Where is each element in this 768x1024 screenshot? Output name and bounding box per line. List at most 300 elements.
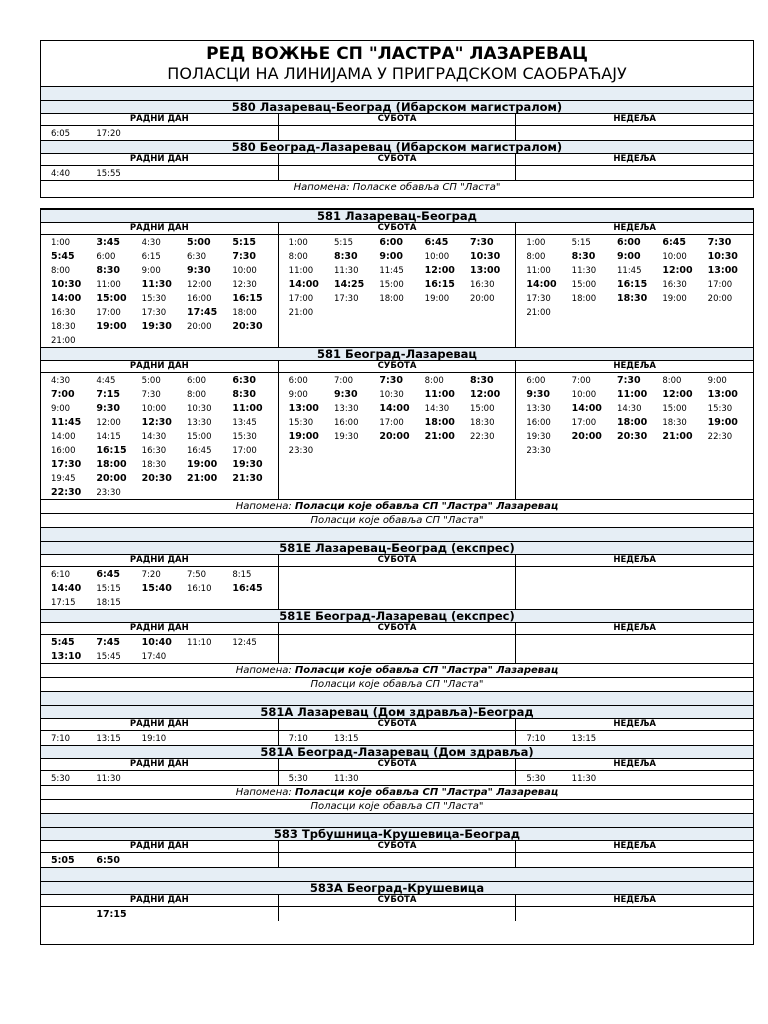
- departure-time: 11:00: [526, 266, 551, 276]
- departure-time: 11:30: [334, 774, 359, 784]
- departure-time: 11:00: [288, 266, 314, 276]
- route-section: [41, 705, 753, 745]
- note-lastra: [41, 499, 753, 513]
- day-header-saturday: СУБОТА: [278, 114, 516, 125]
- departure-time: 9:30: [187, 265, 211, 276]
- departure-time: 6:00: [526, 376, 546, 386]
- departure-time: 11:30: [96, 774, 121, 784]
- departure-time: 18:00: [571, 294, 597, 304]
- departure-time: 18:00: [617, 417, 648, 428]
- route-section: [41, 745, 753, 785]
- departure-time: 10:00: [232, 266, 257, 276]
- departure-time: 17:00: [96, 308, 121, 318]
- departure-time: 20:30: [617, 431, 648, 442]
- departure-time: 1:00: [51, 238, 71, 248]
- departure-time: 9:30: [334, 389, 358, 400]
- departure-time: 6:30: [187, 252, 207, 262]
- departure-time: 5:05: [51, 855, 75, 866]
- departure-time: 16:15: [617, 279, 648, 290]
- route-section: [41, 209, 753, 347]
- departure-time: 9:00: [379, 251, 403, 262]
- departure-time: 15:00: [187, 432, 212, 442]
- departure-time: 22:30: [707, 432, 733, 442]
- departure-time: 18:15: [96, 598, 121, 608]
- departure-time: 11:45: [51, 417, 82, 428]
- departure-time: 4:30: [51, 376, 71, 386]
- departure-time: 5:15: [334, 238, 354, 248]
- departure-time: 23:30: [288, 446, 314, 456]
- departure-time: 6:05: [51, 129, 71, 139]
- departure-time: 20:00: [96, 473, 127, 484]
- departure-time: 15:15: [96, 584, 121, 594]
- departure-time: 4:40: [51, 169, 71, 179]
- departure-time: 18:00: [96, 459, 127, 470]
- departure-time: 15:45: [96, 652, 121, 662]
- day-header-row: [41, 555, 753, 567]
- departure-time: 13:00: [707, 389, 738, 400]
- times-weekday: [41, 235, 278, 347]
- note-prefix: Напомена:: [235, 665, 292, 676]
- departure-time: 21:00: [51, 336, 76, 346]
- departure-time: 5:30: [51, 774, 71, 784]
- departure-time: 15:55: [96, 169, 121, 179]
- route-section: [41, 140, 753, 180]
- departure-time: 16:30: [51, 308, 76, 318]
- day-header-weekday: РАДНИ ДАН: [129, 759, 189, 769]
- departure-time: 13:15: [96, 734, 121, 744]
- departure-time: 19:00: [662, 294, 687, 304]
- times-sunday: [515, 635, 753, 663]
- departure-time: 18:30: [470, 418, 495, 428]
- day-header-saturday: СУБОТА: [278, 719, 516, 730]
- day-header-weekday: РАДНИ ДАН: [129, 154, 189, 164]
- departure-time: 4:30: [141, 238, 161, 248]
- day-header-weekday: РАДНИ ДАН: [129, 841, 189, 851]
- departure-time: 15:30: [707, 404, 733, 414]
- route-section: [41, 541, 753, 609]
- day-header-saturday: СУБОТА: [278, 154, 516, 165]
- times-saturday: [278, 235, 516, 347]
- departure-time: 16:30: [141, 446, 167, 456]
- departure-time: 10:30: [51, 279, 82, 290]
- day-header-saturday: СУБОТА: [278, 841, 516, 852]
- departure-time: 9:30: [526, 389, 550, 400]
- departure-time: 12:00: [187, 280, 212, 290]
- departure-time: 19:00: [96, 321, 127, 332]
- departure-time: 6:50: [96, 855, 120, 866]
- departure-time: 19:10: [141, 734, 167, 744]
- departure-time: 1:00: [288, 238, 308, 248]
- day-header-sunday: НЕДЕЉА: [515, 623, 753, 634]
- departure-time: 6:00: [96, 252, 116, 262]
- times-saturday: [278, 771, 516, 785]
- times-weekday: [41, 567, 278, 609]
- day-header-row: [41, 154, 753, 166]
- departure-time: 17:15: [96, 909, 127, 920]
- departure-time: 20:00: [470, 294, 495, 304]
- departure-time: 19:30: [232, 459, 263, 470]
- route-title: 581 Београд-Лазаревац: [41, 347, 753, 361]
- departure-time: 14:00: [51, 432, 76, 442]
- day-header-sunday: НЕДЕЉА: [515, 114, 753, 125]
- departure-time: 5:00: [187, 237, 211, 248]
- departure-time: 15:30: [288, 418, 314, 428]
- times-sunday: [515, 907, 753, 921]
- departure-time: 18:00: [232, 308, 257, 318]
- route-title: 581А Лазаревац (Дом здравља)-Београд: [41, 705, 753, 719]
- departure-time: 13:00: [288, 403, 319, 414]
- departure-time: 11:30: [334, 266, 359, 276]
- departure-time: 13:45: [232, 418, 257, 428]
- departure-time: 17:00: [571, 418, 597, 428]
- departure-time: 5:00: [141, 376, 161, 386]
- times-row: [41, 771, 753, 785]
- times-weekday: [41, 853, 278, 867]
- departure-time: 12:00: [662, 265, 693, 276]
- day-header-sunday: НЕДЕЉА: [515, 555, 753, 566]
- departure-time: 18:00: [379, 294, 404, 304]
- departure-time: 10:00: [424, 252, 450, 262]
- departure-time: 8:30: [232, 389, 256, 400]
- departure-time: 18:30: [141, 460, 167, 470]
- day-header-saturday: СУБОТА: [278, 623, 516, 634]
- departure-time: 10:40: [141, 637, 172, 648]
- times-weekday: [41, 771, 278, 785]
- departure-time: 13:15: [571, 734, 597, 744]
- times-sunday: [515, 731, 753, 745]
- departure-time: 15:00: [96, 293, 127, 304]
- route-title: 581 Лазаревац-Београд: [41, 209, 753, 223]
- route-section: [41, 347, 753, 499]
- day-header-row: [41, 841, 753, 853]
- departure-time: 8:15: [232, 570, 252, 580]
- departure-time: 19:00: [707, 417, 738, 428]
- departure-time: 6:30: [232, 375, 256, 386]
- day-header-row: [41, 623, 753, 635]
- departure-time: 20:00: [187, 322, 212, 332]
- departure-time: 16:00: [526, 418, 551, 428]
- departure-time: 12:00: [662, 389, 693, 400]
- day-header-sunday: НЕДЕЉА: [515, 154, 753, 165]
- route-title: 580 Београд-Лазаревац (Ибарском магистралом): [41, 140, 753, 154]
- departure-time: 11:00: [424, 389, 455, 400]
- departure-time: 6:00: [187, 376, 207, 386]
- departure-time: 6:45: [96, 569, 120, 580]
- departure-time: 16:00: [187, 294, 212, 304]
- day-header-row: [41, 114, 753, 126]
- departure-time: 9:30: [96, 403, 120, 414]
- departure-time: 10:00: [141, 404, 167, 414]
- times-saturday: [278, 126, 516, 140]
- departure-time: 6:00: [379, 237, 403, 248]
- day-header-weekday: РАДНИ ДАН: [129, 555, 189, 565]
- departure-time: 10:30: [379, 390, 404, 400]
- departure-time: 21:30: [232, 473, 263, 484]
- departure-time: 21:00: [288, 308, 314, 318]
- day-header-row: [41, 361, 753, 373]
- departure-time: 12:45: [232, 638, 257, 648]
- route-title: 581Е Лазаревац-Београд (експрес): [41, 541, 753, 555]
- departure-time: 19:30: [334, 432, 359, 442]
- departure-time: 7:30: [470, 237, 494, 248]
- departure-time: 15:30: [232, 432, 257, 442]
- header-block: [40, 40, 754, 198]
- day-header-weekday: РАДНИ ДАН: [129, 623, 189, 633]
- departure-time: 7:30: [232, 251, 256, 262]
- day-header-row: [41, 223, 753, 235]
- departure-time: 19:30: [141, 321, 172, 332]
- departure-time: 19:45: [51, 474, 76, 484]
- times-saturday: [278, 731, 516, 745]
- note-prefix: Напомена:: [235, 501, 292, 512]
- route-section: [41, 881, 753, 921]
- departure-time: 8:00: [662, 376, 682, 386]
- departure-time: 17:40: [141, 652, 167, 662]
- departure-time: 11:00: [617, 389, 648, 400]
- departure-time: 10:30: [707, 251, 738, 262]
- page-title: РЕД ВОЖЊЕ СП "ЛАСТРА" ЛАЗАРЕВАЦ: [206, 44, 588, 64]
- departure-time: 21:00: [662, 431, 693, 442]
- departure-time: 7:10: [526, 734, 546, 744]
- departure-time: 17:30: [334, 294, 359, 304]
- times-sunday: [515, 567, 753, 609]
- departure-time: 14:00: [288, 279, 319, 290]
- departure-time: 19:00: [187, 459, 218, 470]
- note-lastra-text: Поласци које обавља СП "Ластра" Лазаревац: [294, 501, 559, 512]
- times-row: [41, 907, 753, 921]
- departure-time: 16:10: [187, 584, 212, 594]
- departure-time: 20:00: [707, 294, 733, 304]
- times-saturday: [278, 907, 516, 921]
- departure-time: 21:00: [424, 431, 455, 442]
- day-header-weekday: РАДНИ ДАН: [129, 114, 189, 124]
- departure-time: 3:45: [96, 237, 120, 248]
- departure-time: 15:00: [571, 280, 597, 290]
- departure-time: 19:00: [424, 294, 450, 304]
- note-prefix: Напомена:: [235, 787, 292, 798]
- departure-time: 11:45: [617, 266, 642, 276]
- route-title: 583 Трбушница-Крушевица-Београд: [41, 827, 753, 841]
- departure-time: 6:15: [141, 252, 161, 262]
- times-weekday: [41, 166, 278, 180]
- departure-time: 14:25: [334, 279, 365, 290]
- route-title: 580 Лазаревац-Београд (Ибарском магистралом): [41, 100, 753, 114]
- departure-time: 9:00: [288, 390, 308, 400]
- departure-time: 12:30: [141, 417, 172, 428]
- departure-time: 13:30: [526, 404, 551, 414]
- departure-time: 8:30: [571, 251, 596, 262]
- departure-time: 13:00: [470, 265, 501, 276]
- departure-time: 17:00: [288, 294, 314, 304]
- departure-time: 22:30: [470, 432, 495, 442]
- departure-time: 21:00: [187, 473, 218, 484]
- note-lasta: Напомена: Поласке обавља СП "Ласта": [41, 180, 753, 194]
- departure-time: 9:00: [707, 376, 727, 386]
- departure-time: 7:10: [288, 734, 308, 744]
- departure-time: 11:10: [187, 638, 212, 648]
- departure-time: 14:15: [96, 432, 121, 442]
- departure-time: 7:30: [379, 375, 403, 386]
- spacer-bar: [41, 813, 753, 827]
- times-sunday: [515, 853, 753, 867]
- departure-time: 5:15: [571, 238, 591, 248]
- departure-time: 16:15: [232, 293, 263, 304]
- departure-time: 7:00: [334, 376, 354, 386]
- departure-time: 20:00: [379, 431, 410, 442]
- times-row: [41, 126, 753, 140]
- departure-time: 14:00: [526, 279, 557, 290]
- departure-time: 18:00: [424, 417, 455, 428]
- times-row: [41, 731, 753, 745]
- departure-time: 1:00: [526, 238, 546, 248]
- route-section: [41, 100, 753, 140]
- times-sunday: [515, 373, 753, 499]
- departure-time: 17:00: [379, 418, 404, 428]
- departure-time: 7:15: [96, 389, 120, 400]
- departure-time: 20:30: [232, 321, 263, 332]
- departure-time: 8:30: [96, 265, 120, 276]
- day-header-saturday: СУБОТА: [278, 555, 516, 566]
- route-section: [41, 827, 753, 867]
- departure-time: 8:00: [424, 376, 444, 386]
- note-lastra: [41, 785, 753, 799]
- departure-time: 5:30: [288, 774, 308, 784]
- departure-time: 14:00: [571, 403, 602, 414]
- times-weekday: [41, 126, 278, 140]
- times-row: [41, 635, 753, 663]
- route-section: [41, 609, 753, 663]
- day-header-row: [41, 759, 753, 771]
- departure-time: 14:30: [617, 404, 642, 414]
- spacer-bar: [41, 527, 753, 541]
- departure-time: 7:30: [707, 237, 732, 248]
- departure-time: 13:00: [707, 265, 738, 276]
- departure-time: 16:30: [470, 280, 495, 290]
- times-saturday: [278, 853, 516, 867]
- times-sunday: [515, 126, 753, 140]
- day-header-sunday: НЕДЕЉА: [515, 223, 753, 234]
- spacer-bar: [41, 691, 753, 705]
- departure-time: 10:30: [187, 404, 212, 414]
- departure-time: 8:00: [51, 266, 71, 276]
- departure-time: 17:20: [96, 129, 121, 139]
- departure-time: 14:00: [51, 293, 82, 304]
- departure-time: 5:15: [232, 237, 256, 248]
- departure-time: 6:10: [51, 570, 71, 580]
- route-title: 583А Београд-Крушевица: [41, 881, 753, 895]
- departure-time: 5:45: [51, 251, 75, 262]
- departure-time: 8:00: [288, 252, 308, 262]
- departure-time: 15:40: [141, 583, 172, 594]
- day-header-sunday: НЕДЕЉА: [515, 841, 753, 852]
- departure-time: 17:45: [187, 307, 218, 318]
- departure-time: 23:30: [526, 446, 551, 456]
- departure-time: 7:00: [571, 376, 591, 386]
- times-row: [41, 166, 753, 180]
- departure-time: 19:30: [526, 432, 551, 442]
- departure-time: 8:30: [334, 251, 358, 262]
- departure-time: 8:30: [470, 375, 494, 386]
- day-header-weekday: РАДНИ ДАН: [129, 361, 189, 371]
- day-header-sunday: НЕДЕЉА: [515, 719, 753, 730]
- departure-time: 16:00: [51, 446, 76, 456]
- departure-time: 12:30: [232, 280, 257, 290]
- departure-time: 10:30: [470, 251, 501, 262]
- day-header-weekday: РАДНИ ДАН: [129, 895, 189, 905]
- times-sunday: [515, 166, 753, 180]
- departure-time: 7:00: [51, 389, 75, 400]
- departure-time: 5:45: [51, 637, 75, 648]
- departure-time: 5:30: [526, 774, 546, 784]
- departure-time: 15:00: [470, 404, 495, 414]
- departure-time: 6:00: [617, 237, 641, 248]
- departure-time: 16:45: [232, 583, 263, 594]
- note-lastra-text: Поласци које обавља СП "Ластра" Лазаревац: [294, 787, 559, 798]
- day-header-sunday: НЕДЕЉА: [515, 361, 753, 372]
- departure-time: 8:00: [526, 252, 546, 262]
- departure-time: 10:00: [571, 390, 597, 400]
- departure-time: 16:00: [334, 418, 359, 428]
- note-lastra-text: Поласци које обавља СП "Ластра" Лазаревац: [294, 665, 559, 676]
- times-weekday: [41, 635, 278, 663]
- departure-time: 11:30: [571, 266, 597, 276]
- departure-time: 7:30: [141, 390, 161, 400]
- departure-time: 16:45: [187, 446, 212, 456]
- spacer-bar: [41, 867, 753, 881]
- departure-time: 11:30: [141, 279, 172, 290]
- departure-time: 20:30: [141, 473, 172, 484]
- times-sunday: [515, 771, 753, 785]
- departure-time: 7:50: [187, 570, 207, 580]
- departure-time: 13:30: [334, 404, 359, 414]
- departure-time: [51, 908, 96, 922]
- departure-time: 12:00: [424, 265, 455, 276]
- departure-time: 15:00: [379, 280, 404, 290]
- departure-time: 6:45: [424, 237, 449, 248]
- timetable-block: [40, 208, 754, 945]
- page-subtitle: ПОЛАСЦИ НА ЛИНИЈАМА У ПРИГРАДСКОМ САОБРАЋАЈУ: [167, 64, 627, 83]
- spacer-bar: [41, 86, 753, 100]
- times-sunday: [515, 235, 753, 347]
- departure-time: 9:00: [617, 251, 641, 262]
- departure-time: 17:00: [232, 446, 257, 456]
- day-header-saturday: СУБОТА: [278, 759, 516, 770]
- times-saturday: [278, 373, 516, 499]
- departure-time: 9:00: [51, 404, 71, 414]
- route-title: 581А Београд-Лазаревац (Дом здравља): [41, 745, 753, 759]
- route-title: 581Е Београд-Лазаревац (експрес): [41, 609, 753, 623]
- note-lastra: [41, 663, 753, 677]
- departure-time: 14:30: [424, 404, 450, 414]
- departure-time: 15:30: [141, 294, 167, 304]
- departure-time: 13:30: [187, 418, 212, 428]
- departure-time: 4:45: [96, 376, 116, 386]
- day-header-saturday: СУБОТА: [278, 361, 516, 372]
- departure-time: 17:30: [141, 308, 167, 318]
- departure-time: 7:45: [96, 637, 120, 648]
- departure-time: 17:15: [51, 598, 76, 608]
- departure-time: 18:30: [51, 322, 76, 332]
- departure-time: 13:15: [334, 734, 359, 744]
- day-header-weekday: РАДНИ ДАН: [129, 719, 189, 729]
- times-weekday: [41, 907, 278, 921]
- departure-time: 11:00: [96, 280, 121, 290]
- times-saturday: [278, 166, 516, 180]
- departure-time: 19:00: [288, 431, 319, 442]
- departure-time: 18:30: [617, 293, 648, 304]
- day-header-weekday: РАДНИ ДАН: [129, 223, 189, 233]
- departure-time: 6:00: [288, 376, 308, 386]
